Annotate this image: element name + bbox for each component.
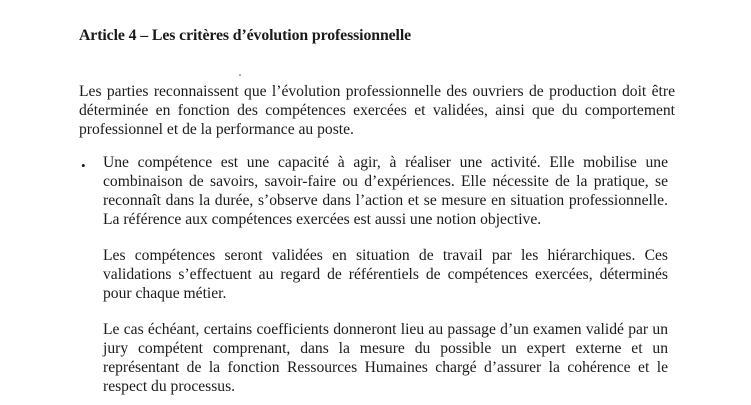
bullet-marker: • [81, 158, 86, 173]
exam-jury-paragraph: Le cas échéant, certains coefficients donneront lieu au passage d’un examen validé par un jury compétent comprenant, dans la mesure du possible un expert externe et un représentant de la fonction Ressources Humaines chargé d’assurer la cohérence et le respect du processus. [103, 321, 668, 395]
article-heading: Article 4 – Les critères d’évolution professionnelle [79, 27, 412, 44]
competence-validation-paragraph: Les compétences seront validées en situation de travail par les hiérarchiques. Ces validations s’effectuent au regard de référentiels de compétences exercées, déterminés pour chaque métier. [103, 247, 668, 302]
competence-definition-paragraph: Une compétence est une capacité à agir, à réaliser une activité. Elle mobilise une combinaison de savoirs, savoir-faire ou d’expériences. Elle nécessite de la pratique, se reconnaît dans la durée, s’observe dans l’action et se mesure en situation professionnelle. La référence aux compétences exercées est aussi une notion objective. [103, 154, 668, 228]
intro-paragraph: Les parties reconnaissent que l’évolution professionnelle des ouvriers de production doit être déterminée en fonction des compétences exercées et validées, ainsi que du comportement professionnel et de la performance au poste. [79, 83, 675, 138]
scan-speck [239, 74, 241, 76]
